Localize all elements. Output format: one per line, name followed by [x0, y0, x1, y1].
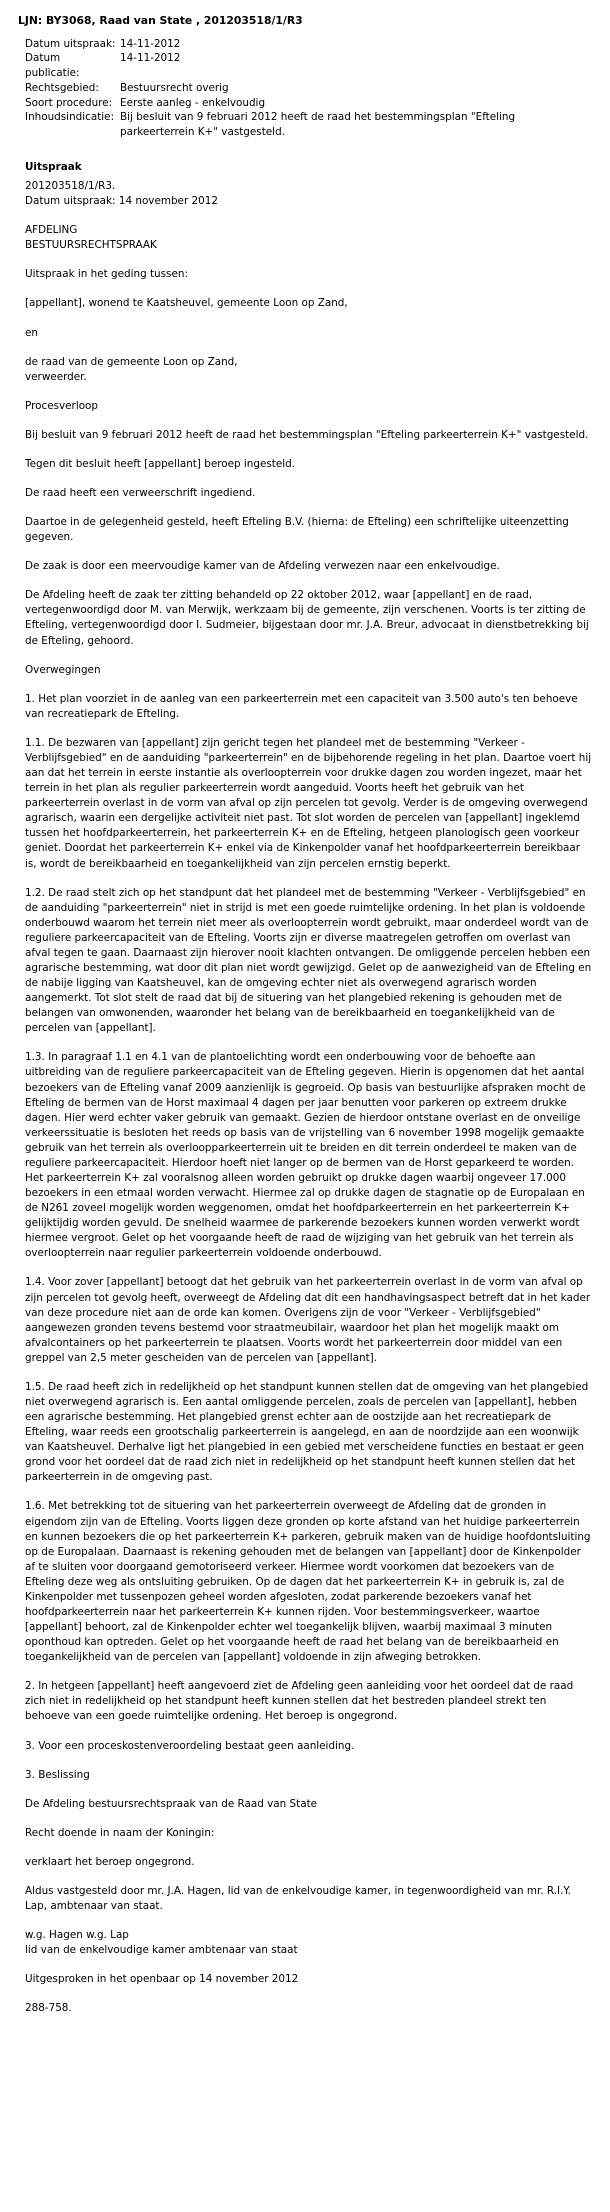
paragraph: De zaak is door een meervoudige kamer van de Afdeling verwezen naar een enkelvoudige.	[25, 560, 500, 573]
metadata-row	[25, 96, 583, 111]
paragraph: 1.6. Met betrekking tot de situering van het parkeerterrein overweegt de Afdeling dat de gronden in eigendom zijn van de Efteling. Voorts liggen deze gronden op korte afstand van het huidige parkeerterrein en kunnen bezoekers die op het parkeerterrein K+ parkeren, gebruik maken van de huidige hoofdontsluiting op de Europalaan. Daarnaast is rekening gehouden met de belangen van [appellant] door de Kinkenpolder af te sluiten voor doorgaand gemotoriseerd verkeer. Hiermee wordt voorkomen dat bezoekers van de Efteling deze weg als ontsluiting gebruiken. Op de dagen dat het parkeerterrein K+ in gebruik is, zal de Kinkenpolder met tussenpozen geheel worden afgesloten, zodat parkerende bezoekers vanaf het hoofdparkeerterrein naar het parkeerterrein K+ kunnen rijden. Voor bestemmingsverkeer, waartoe [appellant] behoort, zal de Kinkenpolder echter wel toegankelijk blijven, waarbij maximaal 3 minuten oponthoud kan optreden. Gelet op het voorgaande heeft de raad het belang van de bereikbaarheid en toegankelijkheid van de percelen van [appellant] voldoende in zijn afweging betrokken.	[25, 1500, 591, 1664]
signatures: w.g. Hagen w.g. Lap	[25, 1929, 129, 1942]
party-respondent	[25, 355, 592, 385]
metadata-value: 14-11-2012	[120, 37, 181, 50]
paragraph: 2. In hetgeen [appellant] heeft aangevoerd ziet de Afdeling geen aanleiding voor het oordeel dat de raad zich niet in redelijkheid op het standpunt heeft kunnen stellen dat het bestreden plandeel strekt ten behoeve van een goede ruimtelijke ordening. Het beroep is ongegrond.	[25, 1680, 574, 1723]
party-respondent-line: de raad van de gemeente Loon op Zand,	[25, 355, 238, 368]
metadata-row	[25, 81, 583, 96]
metadata-row	[25, 51, 583, 81]
party-appellant: [appellant], wonend te Kaatsheuvel, gemeente Loon op Zand,	[25, 297, 348, 310]
overwegingen-heading: Overwegingen	[25, 663, 101, 676]
paragraph: 1.2. De raad stelt zich op het standpunt dat het plandeel met de bestemming "Verkeer - Verblijfsgebied" en de aanduiding "parkeerterrein" niet in strijd is met een goede ruimtelijke ordening. In het plan is voldoende onderbouwd waarom het terrein niet meer als overloopterrein wordt gebruikt, maar onderdeel wordt van de reguliere parkeercapaciteit van de Efteling. Voorts zijn er diverse maatregelen getroffen om overlast van afval tegen te gaan. Daarnaast zijn hierover nooit klachten ontvangen. De omliggende percelen hebben een agrarische bestemming, wat door dit plan niet wordt gewijzigd. Gelet op de aanwezigheid van de Efteling en de nabije ligging van Kaatsheuvel, kan de omgeving echter niet als overwegend agrarisch worden aangemerkt. Tot slot stelt de raad dat bij de situering van het plangebied rekening is gehouden met de belangen van omwonenden, waaronder het belang van de bereikbaarheid en toegankelijkheid van de percelen van [appellant].	[25, 886, 592, 1035]
metadata-value: 14-11-2012	[120, 52, 181, 65]
paragraph: Bij besluit van 9 februari 2012 heeft de raad het bestemmingsplan "Efteling parkeerterrein K+" vastgesteld.	[25, 428, 589, 441]
aldus-vastgesteld: Aldus vastgesteld door mr. J.A. Hagen, lid van de enkelvoudige kamer, in tegenwoordigheid van mr. R.I.Y. Lap, ambtenaar van staat.	[25, 1884, 571, 1913]
department-line: AFDELING	[25, 224, 78, 237]
paragraph: 1.4. Voor zover [appellant] betoogt dat het gebruik van het parkeerterrein overlast in de vorm van afval op zijn percelen tot gevolg heeft, overweegt de Afdeling dat dit een handhavingsaspect betreft dat in het kader van deze procedure niet aan de orde kan komen. Overigens zijn de voor "Verkeer - Verblijfsgebied" aangewezen gronden tevens bestemd voor straatmeubilair, waardoor het plan het mogelijk maakt om afvalcontainers op het parkeerterrein te plaatsen. Voorts wordt het parkeerterrein door middel van een greppel van 2,5 meter gescheiden van de percelen van [appellant].	[25, 1276, 591, 1364]
metadata-key: Datum uitspraak:	[25, 37, 116, 50]
party-respondent-line: verweerder.	[25, 370, 87, 383]
paragraph: De raad heeft een verweerschrift ingediend.	[25, 487, 256, 500]
paragraph: Tegen dit besluit heeft [appellant] beroep ingesteld.	[25, 457, 296, 470]
metadata-key: Datum publicatie:	[25, 52, 80, 80]
ruling-body	[25, 179, 592, 2016]
department	[25, 223, 592, 253]
metadata-key: Inhoudsindicatie:	[25, 111, 115, 124]
document-page	[18, 0, 592, 2038]
case-reference	[25, 179, 592, 209]
metadata-key: Soort procedure:	[25, 96, 113, 109]
metadata-row	[25, 110, 583, 140]
metadata-value: Bij besluit van 9 februari 2012 heeft de raad het bestemmingsplan "Efteling parkeerterrein K+" vastgesteld.	[120, 111, 516, 139]
recht-doende: Recht doende in naam der Koningin:	[25, 1826, 215, 1839]
metadata-row	[25, 37, 583, 52]
paragraph: 1.1. De bezwaren van [appellant] zijn gericht tegen het plandeel met de bestemming "Verkeer - Verblijfsgebied" en de aanduiding "parkeerterrein" en de bijbehorende regeling in het plan. Daartoe voert hij aan dat het terrein in eerste instantie als overloopterrein voor drukke dagen zou worden ingezet, maar het terrein in het plan als regulier parkeerterrein wordt aangeduid. Voorts heeft het gebruik van het parkeerterrein overlast in de vorm van afval op zijn percelen tot gevolg. Verder is de omgeving overwegend agrarisch, waarin een dergelijke activiteit niet past. Tot slot worden de percelen van [appellant] ingeklemd tussen het hoofdparkeerterrein, het parkeerterrein K+ en de Efteling, hetgeen planologisch geen voorkeur geniet. Doordat het parkeerterrein K+ enkel via de Kinkenpolder vanaf het hoofdparkeerterrein bereikbaar is, wordt de bereikbaarheid en toegankelijkheid van zijn percelen ernstig beperkt.	[25, 736, 592, 870]
beslissing-intro: De Afdeling bestuursrechtspraak van de Raad van State	[25, 1797, 318, 1810]
and-text: en	[25, 326, 38, 339]
beslissing-heading: 3. Beslissing	[25, 1768, 90, 1781]
metadata-value: Bestuursrecht overig	[120, 81, 229, 94]
paragraph: Daartoe in de gelegenheid gesteld, heeft Efteling B.V. (hierna: de Efteling) een schriftelijke uiteenzetting gegeven.	[25, 516, 569, 544]
metadata-value: Eerste aanleg - enkelvoudig	[120, 96, 266, 109]
paragraph: 1.5. De raad heeft zich in redelijkheid op het standpunt kunnen stellen dat de omgeving van het plangebied niet overwegend agrarisch is. Een aantal omliggende percelen, zoals de percelen van [appellant], hebben een agrarische bestemming. Het plangebied grenst echter aan de oostzijde aan het recreatiepark de Efteling, waar reeds een grootschalig parkeerterrein is aangelegd, en aan de noordzijde aan een woonwijk van Kaatsheuvel. Derhalve ligt het plangebied in een gebied met verscheidene functies en bestaat er geen grond voor het oordeel dat de raad zich niet in redelijkheid op het standpunt heeft kunnen stellen dat het parkeerterrein in de omgeving past.	[25, 1380, 589, 1484]
ruling-date: Datum uitspraak: 14 november 2012	[25, 195, 218, 208]
signatures-role: lid van de enkelvoudige kamer ambtenaar van staat	[25, 1944, 298, 1957]
paragraph: 3. Voor een proceskostenveroordeling bestaat geen aanleiding.	[25, 1739, 355, 1752]
department-line: BESTUURSRECHTSPRAAK	[25, 239, 157, 252]
intro-text: Uitspraak in het geding tussen:	[25, 268, 188, 281]
metadata-key: Rechtsgebied:	[25, 81, 99, 94]
document-title: LJN: BY3068, Raad van State , 201203518/1/R3	[18, 14, 303, 27]
case-number: 201203518/1/R3.	[25, 180, 116, 193]
signature-block	[25, 1928, 592, 1958]
paragraph: De Afdeling heeft de zaak ter zitting behandeld op 22 oktober 2012, waar [appellant] en de raad, vertegenwoordigd door M. van Merwijk, werkzaam bij de gemeente, zijn verschenen. Voorts is ter zitting de Efteling, vertegenwoordigd door I. Sudmeier, bijgestaan door mr. J.A. Breur, advocaat in dienstbetrekking bij de Efteling, gehoord.	[25, 589, 589, 647]
paragraph: 1.3. In paragraaf 1.1 en 4.1 van de plantoelichting wordt een onderbouwing voor de behoefte aan uitbreiding van de reguliere parkeercapaciteit van de Efteling gegeven. Hierin is opgenomen dat het aantal bezoekers van de Efteling vanaf 2009 aanzienlijk is gegroeid. Op basis van bestuurlijke afspraken mocht de Efteling de bermen van de Horst maximaal 4 dagen per jaar benutten voor parkeren op extreem drukke dagen. Hier werd echter vaker gebruik van gemaakt. Gezien de hierdoor ontstane overlast en de onveilige verkeerssituatie is besloten het reeds op basis van de vrijstelling van 6 november 1998 mogelijk gemaakte gebruik van het terrein als overloopparkeerterrein uit te breiden en dit terrein onderdeel te maken van de reguliere parkeercapaciteit. Hierdoor hoeft niet langer op de bermen van de Horst geparkeerd te worden. Het parkeerterrein K+ zal vooralsnog alleen worden gebruikt op drukke dagen waarbij ongeveer 17.000 bezoekers in een etmaal worden verwacht. Hiermee zal op drukke dagen de stagnatie op de Europalaan en de N261 zoveel mogelijk worden weggenomen, omdat het hoofdparkeerterrein en het parkeerterrein K+ gelijktijdig worden gevuld. De snelheid waarmee de parkerende bezoekers kunnen worden verwerkt wordt hiermee vergroot. Gelet op het voorgaande heeft de raad de wijziging van het gebruik van het terrein als overloopterrein naar regulier parkeerterrein voldoende onderbouwd.	[25, 1051, 586, 1260]
footer-number: 288-758.	[25, 2002, 72, 2015]
paragraph: 1. Het plan voorziet in de aanleg van een parkeerterrein met een capaciteit van 3.500 auto's ten behoeve van recreatiepark de Efteling.	[25, 692, 578, 720]
uitspraak-heading: Uitspraak	[25, 161, 82, 173]
metadata-table	[25, 37, 583, 140]
verdict: verklaart het beroep ongegrond.	[25, 1855, 195, 1868]
procesverloop-heading: Procesverloop	[25, 399, 99, 412]
uitgesproken: Uitgesproken in het openbaar op 14 november 2012	[25, 1973, 299, 1986]
